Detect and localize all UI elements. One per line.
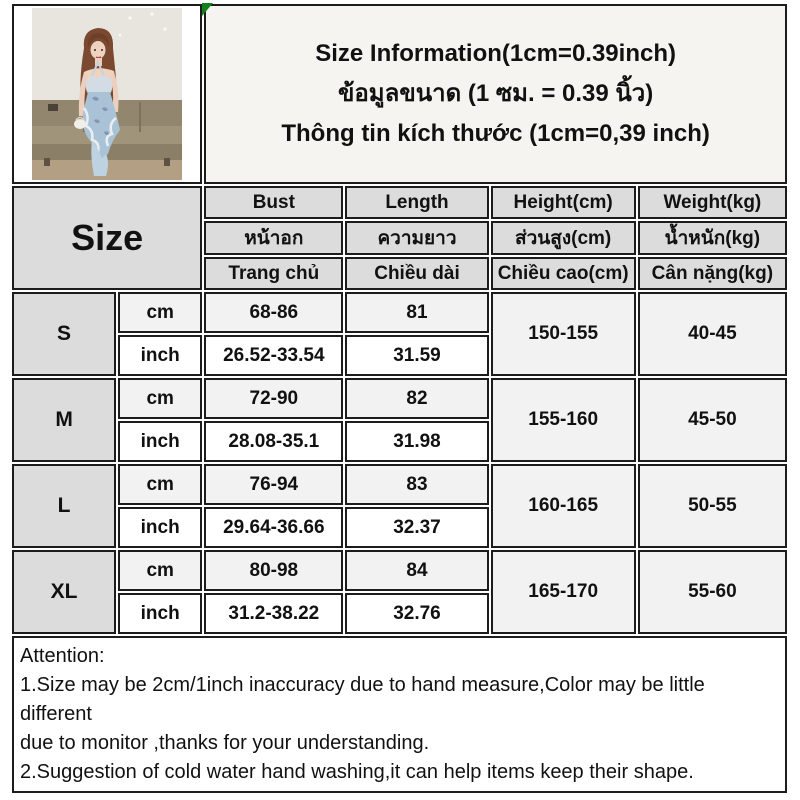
s-weight: 40-45 <box>638 292 787 376</box>
top-row <box>12 4 787 184</box>
s-height: 150-155 <box>491 292 636 376</box>
xl-weight: 55-60 <box>638 550 787 634</box>
s-length-inch: 31.59 <box>345 335 488 376</box>
unit-cm: cm <box>118 292 202 333</box>
unit-inch: inch <box>118 421 202 462</box>
col-bust-vi: Trang chủ <box>204 257 343 290</box>
model-photo-illustration <box>32 8 182 180</box>
size-m: M <box>12 378 116 462</box>
xl-length-inch: 32.76 <box>345 593 488 634</box>
m-height: 155-160 <box>491 378 636 462</box>
row-m-cm <box>12 378 787 419</box>
attention-row <box>12 636 787 793</box>
s-bust-inch: 26.52-33.54 <box>204 335 343 376</box>
size-info-title-cell <box>204 4 787 184</box>
l-length-inch: 32.37 <box>345 507 488 548</box>
l-length-cm: 83 <box>345 464 488 505</box>
col-weight-vi: Cân nặng(kg) <box>638 257 787 290</box>
unit-cm: cm <box>118 550 202 591</box>
xl-length-cm: 84 <box>345 550 488 591</box>
unit-cm: cm <box>118 464 202 505</box>
m-bust-cm: 72-90 <box>204 378 343 419</box>
unit-inch: inch <box>118 593 202 634</box>
size-l: L <box>12 464 116 548</box>
attention-line-2: due to monitor ,thanks for your understanding. <box>20 732 430 754</box>
attention-line-1: 1.Size may be 2cm/1inch inaccuracy due to hand measure,Color may be little different <box>20 674 705 725</box>
row-s-cm <box>12 292 787 333</box>
s-length-cm: 81 <box>345 292 488 333</box>
product-photo-cell <box>12 4 202 184</box>
col-weight-th: น้ำหนัก(kg) <box>638 221 787 255</box>
m-length-inch: 31.98 <box>345 421 488 462</box>
m-weight: 45-50 <box>638 378 787 462</box>
size-xl: XL <box>12 550 116 634</box>
xl-height: 165-170 <box>491 550 636 634</box>
col-length-th: ความยาว <box>345 221 488 255</box>
size-chart-table <box>10 2 789 795</box>
title-thai: ข้อมูลขนาด (1 ซม. = 0.39 นิ้ว) <box>337 80 654 107</box>
l-weight: 50-55 <box>638 464 787 548</box>
col-bust-th: หน้าอก <box>204 221 343 255</box>
col-height-vi: Chiều cao(cm) <box>491 257 636 290</box>
header-row-en <box>12 186 787 219</box>
product-photo <box>32 8 182 180</box>
face <box>91 41 106 59</box>
unit-inch: inch <box>118 507 202 548</box>
unit-cm: cm <box>118 378 202 419</box>
row-l-cm <box>12 464 787 505</box>
unit-inch: inch <box>118 335 202 376</box>
row-xl-cm <box>12 550 787 591</box>
col-bust-en: Bust <box>204 186 343 219</box>
col-weight-en: Weight(kg) <box>638 186 787 219</box>
size-header-cell: Size <box>12 186 202 290</box>
attention-note <box>12 636 787 793</box>
m-bust-inch: 28.08-35.1 <box>204 421 343 462</box>
col-height-en: Height(cm) <box>491 186 636 219</box>
col-height-th: ส่วนสูง(cm) <box>491 221 636 255</box>
xl-bust-cm: 80-98 <box>204 550 343 591</box>
l-bust-cm: 76-94 <box>204 464 343 505</box>
m-length-cm: 82 <box>345 378 488 419</box>
size-s: S <box>12 292 116 376</box>
l-bust-inch: 29.64-36.66 <box>204 507 343 548</box>
l-height: 160-165 <box>491 464 636 548</box>
attention-line-3: 2.Suggestion of cold water hand washing,it can help items keep their shape. <box>20 761 694 783</box>
dress-top <box>86 76 113 94</box>
xl-bust-inch: 31.2-38.22 <box>204 593 343 634</box>
handbag <box>74 119 86 129</box>
title-vietnamese: Thông tin kích thước (1cm=0,39 inch) <box>281 120 710 147</box>
attention-heading: Attention: <box>20 645 105 667</box>
col-length-vi: Chiều dài <box>345 257 488 290</box>
col-length-en: Length <box>345 186 488 219</box>
s-bust-cm: 68-86 <box>204 292 343 333</box>
title-english: Size Information(1cm=0.39inch) <box>315 40 676 67</box>
